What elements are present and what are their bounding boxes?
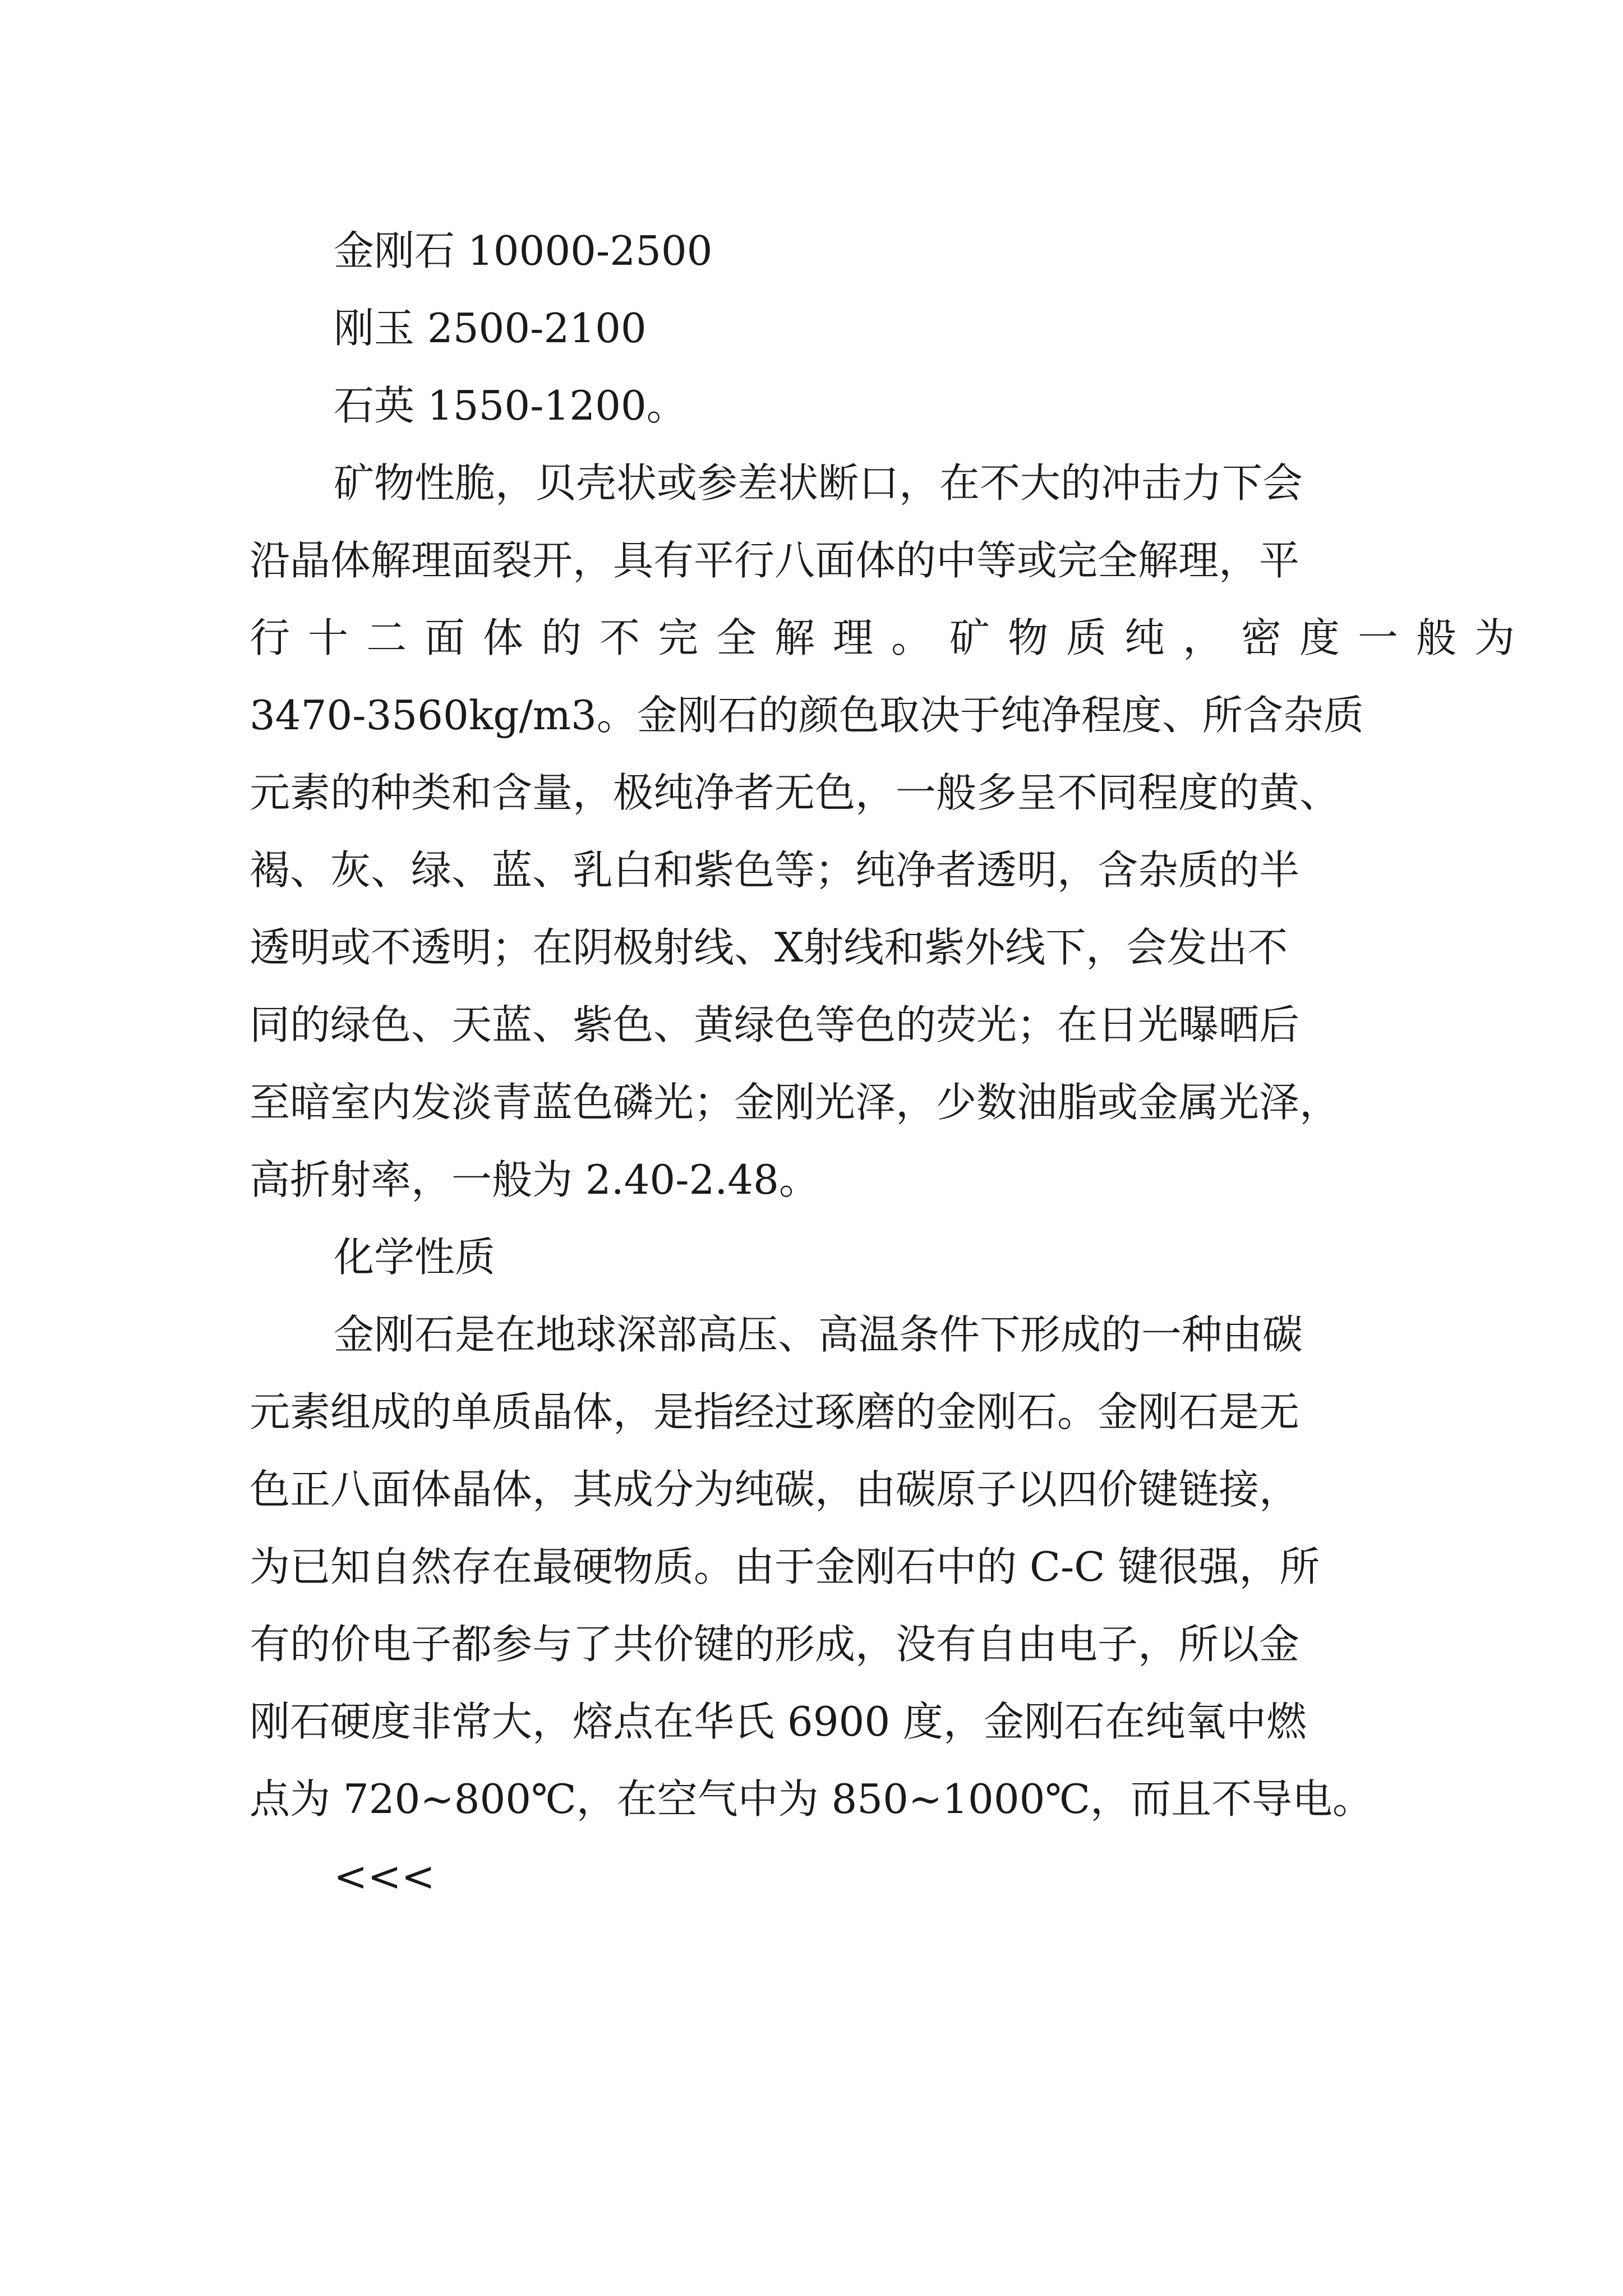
physical-paragraph-line: 至暗室内发淡青蓝色磷光；金刚光泽，少数油脂或金属光泽， xyxy=(250,1079,1340,1126)
physical-paragraph-line: 元素的种类和含量，极纯净者无色，一般多呈不同程度的黄、 xyxy=(250,769,1340,816)
physical-paragraph-line: 矿物性脆，贝壳状或参差状断口，在不大的冲击力下会 xyxy=(334,459,1303,507)
document-body xyxy=(250,212,1533,1915)
hardness-quartz: 石英 1550-1200。 xyxy=(334,382,687,429)
hardness-diamond: 金刚石 10000-2500 xyxy=(334,227,713,274)
chemical-paragraph-line: 金刚石是在地球深部高压、高温条件下形成的一种由碳 xyxy=(334,1311,1303,1358)
back-marker-link[interactable]: <<< xyxy=(334,1853,435,1900)
hardness-corundum: 刚玉 2500-2100 xyxy=(334,305,647,352)
chemical-heading: 化学性质 xyxy=(334,1234,496,1281)
chemical-paragraph-line: 有的价电子都参与了共价键的形成，没有自由电子，所以金 xyxy=(250,1621,1300,1668)
chemical-paragraph-line: 点为 720~800℃，在空气中为 850~1000℃，而且不导电。 xyxy=(250,1775,1373,1823)
physical-paragraph-line: 同的绿色、天蓝、紫色、黄绿色等色的荧光；在日光曝晒后 xyxy=(250,1001,1300,1048)
physical-paragraph-line: 高折射率，一般为 2.40-2.48。 xyxy=(250,1156,819,1203)
physical-paragraph-line: 行十二面体的不完全解理。矿物质纯，密度一般为 xyxy=(250,614,1533,661)
physical-paragraph-line: 3470-3560kg/m3。金刚石的颜色取决于纯净程度、所含杂质 xyxy=(250,692,1364,739)
chemical-paragraph-line: 色正八面体晶体，其成分为纯碳，由碳原子以四价键链接， xyxy=(250,1466,1300,1513)
physical-paragraph-line: 沿晶体解理面裂开，具有平行八面体的中等或完全解理，平 xyxy=(250,537,1300,584)
chemical-paragraph-line: 元素组成的单质晶体，是指经过琢磨的金刚石。金刚石是无 xyxy=(250,1388,1300,1435)
physical-paragraph-line: 透明或不透明；在阴极射线、X射线和紫外线下，会发出不 xyxy=(250,924,1288,971)
chemical-paragraph-line: 刚石硬度非常大，熔点在华氏 6900 度，金刚石在纯氧中燃 xyxy=(250,1698,1307,1745)
chemical-paragraph-line: 为已知自然存在最硬物质。由于金刚石中的 C-C 键很强，所 xyxy=(250,1543,1320,1590)
physical-paragraph-line: 褐、灰、绿、蓝、乳白和紫色等；纯净者透明，含杂质的半 xyxy=(250,846,1300,894)
